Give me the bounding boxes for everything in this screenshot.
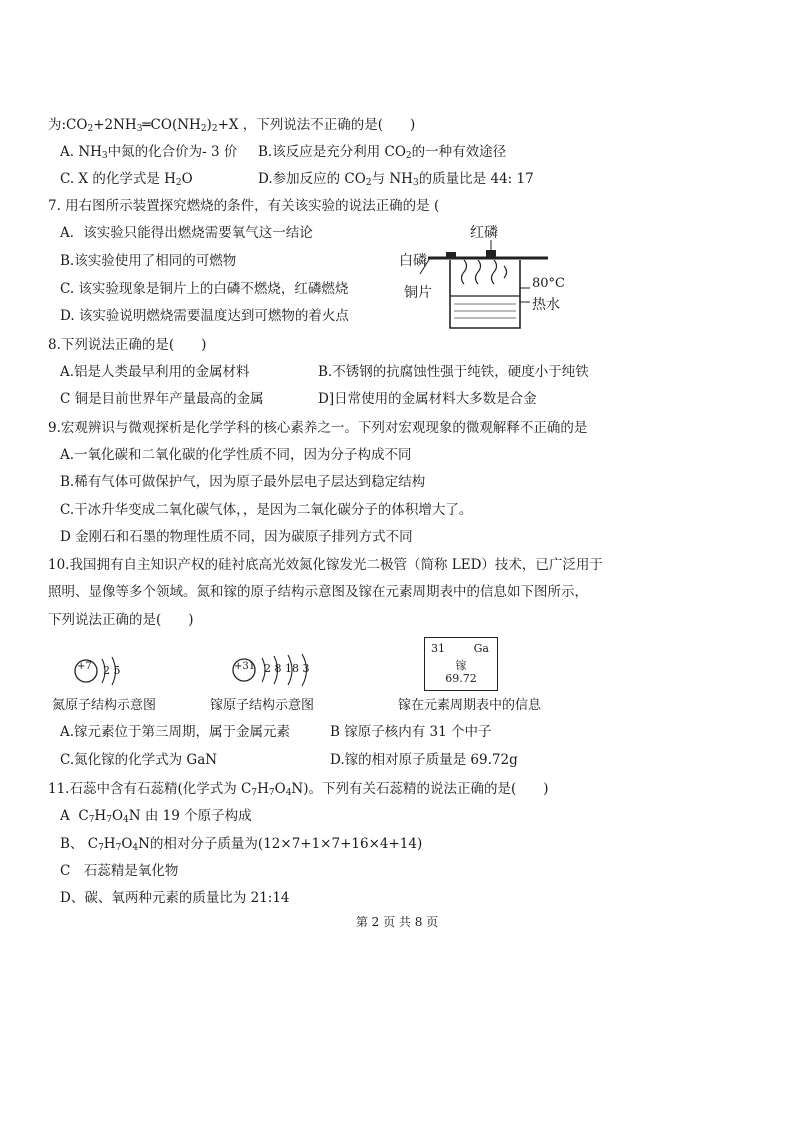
q8-option-c: C 铜是目前世界年产量最高的金属 <box>60 391 264 407</box>
gallium-diagram-caption: 镓原子结构示意图 <box>210 698 315 713</box>
atomic-mass: 69.72 <box>445 672 477 685</box>
q9-option-d: D 金刚石和石墨的物理性质不同，因为碳原子排列方式不同 <box>60 529 413 545</box>
q10-stem-line1: 10.我国拥有自主知识产权的硅衬底高光效氮化镓发光二极管（简称 LED）技术，已广泛用于 <box>48 557 603 573</box>
white-phosphorus-sample <box>446 252 456 258</box>
element-name: 镓 <box>455 659 467 672</box>
hot-water-label: 热水 <box>532 297 560 313</box>
q10-option-c: C.氮化镓的化学式为 GaN <box>60 752 218 768</box>
q10-stem-line2: 照明、显像等多个领域。氮和镓的原子结构示意图及镓在元素周期表中的信息如下图所示， <box>48 584 588 600</box>
gallium-periodic-table-cell <box>424 637 498 691</box>
q9-option-c: C.干冰升华变成二氧化碳气体，，是因为二氧化碳分子的体积增大了。 <box>60 502 473 518</box>
q6-option-d: D.参加反应的 $CO_2$与 $NH_3$的质量比是 44: 17 <box>258 171 534 188</box>
red-phosphorus-label: 红磷 <box>470 225 498 241</box>
q11-option-b: B、 $C_7H_7O_4N$的相对分子质量为(12×7+1×7+16×4+14) <box>60 836 423 853</box>
q6-equation-line: 为$:CO_2+2NH_3═CO(NH_2)_2+X$ ，下列说法不正确的是( ) <box>48 117 416 134</box>
q10-option-b: B 镓原子核内有 31 个中子 <box>330 724 492 740</box>
q8-option-d: D]日常使用的金属材料大多数是合金 <box>318 391 537 407</box>
gallium-shells-label: 2 8 18 3 <box>264 662 310 675</box>
q9-option-b: B.稀有气体可做保护气，因为原子最外层电子层达到稳定结构 <box>60 474 426 490</box>
atomic-number: 31 <box>431 642 445 655</box>
gallium-nucleus-label: +31 <box>234 661 256 672</box>
q8-stem: 8.下列说法正确的是( ) <box>48 337 207 353</box>
q6-option-a: A. $NH_3$中氮的化合价为- 3 价 <box>60 144 238 161</box>
q8-option-b: B.不锈钢的抗腐蚀性强于纯铁，硬度小于纯铁 <box>318 364 589 380</box>
q9-stem: 9.宏观辨识与微观探析是化学学科的核心素养之一。下列对宏观现象的微观解释不正确的是 <box>48 420 588 436</box>
q11-option-d: D、碳、氧两种元素的质量比为 21:14 <box>60 890 290 906</box>
nitrogen-diagram-caption: 氮原子结构示意图 <box>52 698 157 713</box>
periodic-table-caption: 镓在元素周期表中的信息 <box>398 698 542 713</box>
q7-option-b: B.该实验使用了相同的可燃物 <box>60 253 237 269</box>
copper-sheet-label: 铜片 <box>404 285 432 301</box>
red-phosphorus-sample <box>486 250 496 258</box>
q8-option-a: A.铝是人类最早利用的金属材料 <box>60 364 250 380</box>
q7-stem: 7. 用右图所示装置探究燃烧的条件，有关该实验的说法正确的是 ( <box>48 198 440 214</box>
q6-option-c: C. X 的化学式是 $H_2O$ <box>60 171 193 188</box>
q11-stem: 11.石蕊中含有石蕊精(化学式为 $C_7H_7O_4N$)。下列有关石蕊精的说法正确的是( ) <box>48 781 549 798</box>
q9-option-a: A.一氧化碳和二氧化碳的化学性质不同，因为分子构成不同 <box>60 447 412 463</box>
q6-option-b: B.该反应是充分利用 $CO_2$的一种有效途径 <box>258 144 507 161</box>
q10-stem-line3: 下列说法正确的是( ) <box>48 612 194 628</box>
q7-option-c: C. 该实验现象是铜片上的白磷不燃烧，红磷燃烧 <box>60 281 349 297</box>
nitrogen-nucleus-label: +7 <box>77 661 92 672</box>
element-symbol: Ga <box>473 642 489 655</box>
q10-option-a: A.镓元素位于第三周期，属于金属元素 <box>60 724 291 740</box>
white-phosphorus-label: 白磷 <box>399 253 427 269</box>
q7-option-a: A．该实验只能得出燃烧需要氧气这一结论 <box>60 225 313 241</box>
temperature-label: 80°C <box>532 276 565 291</box>
q11-option-a: A $C_7H_7O_4N$ 由 19 个原子构成 <box>60 808 252 825</box>
q11-option-c: C 石蕊精是氧化物 <box>60 863 179 879</box>
nitrogen-shells-label: 2 5 <box>103 664 121 677</box>
page-footer: 第 2 页 共 8 页 <box>355 915 439 929</box>
q10-option-d: D.镓的相对原子质量是 69.72g <box>330 752 518 768</box>
q7-option-d: D. 该实验说明燃烧需要温度达到可燃物的着火点 <box>60 308 349 324</box>
